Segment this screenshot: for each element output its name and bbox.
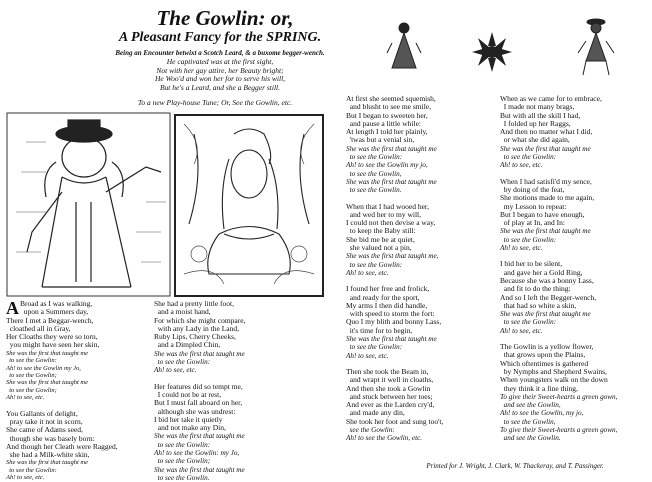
verse-line: She was the first that taught me <box>346 144 437 153</box>
verse-line: and not make any Din, <box>154 423 226 433</box>
verse-line: She came of Adams seed, <box>6 425 83 435</box>
verse-line: She motions made to me again, <box>500 193 595 203</box>
verse-line: To give their Sweet-hearts a green gown, <box>500 425 618 434</box>
verse-line: it's time for to begin, <box>346 325 413 335</box>
verse-line: My arms I then did handle, <box>346 300 428 310</box>
verse-line: Ah! to see, etc. <box>346 351 389 360</box>
verse-line: to see the Gowlin, <box>346 169 402 178</box>
verse-line: When I had satisfi'd my sence, <box>500 176 592 186</box>
verse-line: Ah! to see the Gowlin, my jo, <box>500 409 584 418</box>
verse-line: they think it a fine thing, <box>500 383 578 393</box>
intro-verse <box>80 58 360 92</box>
verse-column-3 <box>346 95 486 443</box>
verse-line: Ah! to see, etc. <box>500 244 543 253</box>
verse-line: She was the first that taught me <box>500 227 591 236</box>
verse-line: She was the first that taught me <box>500 310 591 319</box>
verse-line: to see the Gowlin; <box>6 386 57 394</box>
verse-line: that had so white a skin, <box>500 300 577 310</box>
verse-line: But I began to have enough, <box>500 209 585 219</box>
verse-line: And ever as the Larden cry'd, <box>346 400 435 410</box>
verse-line: and see the Gowlin, <box>500 401 561 410</box>
verse-line: Her features did so tempt me, <box>154 381 243 391</box>
verse-line: Ah! to see, etc. <box>6 474 45 482</box>
verse-line: She was the first that taught me <box>154 432 245 441</box>
verse-line: To give their Sweet-hearts a green gown, <box>500 392 618 401</box>
intro-line: Not with her gay attire, her Beauty bright; <box>156 65 284 75</box>
verse-line: cloathed all in Gray, <box>6 323 71 333</box>
verse-line: Her Cloaths they were so torn, <box>6 332 98 342</box>
verse-line: to see the Gowlin; <box>154 457 211 466</box>
verse-line: of play at In, and In: <box>500 218 565 228</box>
verse-line: to keep the Baby still: <box>346 226 416 236</box>
intro-line: He captivated was at the first sight, <box>166 57 274 66</box>
verse-line: she valued not a pin, <box>346 243 412 253</box>
figure-woman-icon <box>384 18 424 73</box>
verse-line: Because she was a bonny Lass, <box>500 275 594 285</box>
verse-line: She was the first that taught me <box>154 349 245 358</box>
verse-line: to see the Gowlin: <box>500 318 557 327</box>
verse-line: pray take it not in scorn, <box>6 416 83 426</box>
verse-line: When that I had wooed her, <box>346 201 430 211</box>
verse-line: I folded up her Raggs, <box>500 118 571 128</box>
ballad-subtitle: A Pleasant Fancy for the SPRING. <box>118 30 322 45</box>
verse-line: And so I left the Begger-wench, <box>500 292 597 302</box>
verse-line: to see the Gowlin: <box>6 357 57 365</box>
verse-line: and wrapt it well in cloaths, <box>346 375 434 385</box>
verse-line: She was the first that taught me <box>6 379 88 387</box>
verse-line: I could not then devise a way, <box>346 218 436 228</box>
verse-line: She was the first that taught me <box>500 144 591 153</box>
verse-line: And though her Cleath were Ragged, <box>6 441 118 451</box>
verse-line: She was the first that taught me <box>346 335 437 344</box>
verse-line: Broad as I was walking, <box>20 299 93 308</box>
verse-line: She was the first that taught me <box>6 459 88 467</box>
verse-line: Ah! to see, etc. <box>154 366 197 375</box>
verse-line: to see the Gowlin: <box>346 153 403 162</box>
verse-line: When youngsters walk on the down <box>500 375 608 385</box>
verse-line: to see the Gowlin: <box>346 260 403 269</box>
verse-column-1 <box>6 300 154 482</box>
verse-line: Ruby Lips, Cherry Cheeks, <box>154 332 236 342</box>
verse-line: Ah! to see the Gowlin: my Jo, <box>154 449 240 458</box>
verse-line: When as we came for to embrace, <box>500 94 602 103</box>
verse-line: and wed her to my will, <box>346 209 421 219</box>
verse-line: I bid her to be silent, <box>500 259 563 269</box>
verse-line: Ah! to see the Gowlin my Jo, <box>6 364 81 372</box>
verse-line: But I must fall aboard on her, <box>154 398 243 408</box>
verse-line: and blusht to see me smile, <box>346 102 431 112</box>
verse-line: see the Gowlin: <box>346 425 395 434</box>
verse-line: with speed to storm the fort: <box>346 309 435 319</box>
verse-line: to see the Gowlin: <box>154 358 211 367</box>
verse-line: to see the Gowlin. <box>154 473 210 482</box>
ballad-description: Being an Encounter betwixt a Scotch Leard, & a buxome begger-wench. <box>115 49 325 57</box>
verse-line: Quo I my blith and bonny Lass, <box>346 317 442 327</box>
verse-line: She was the first that taught me, <box>346 252 439 261</box>
verse-line: to see the Gowlin: <box>500 153 557 162</box>
verse-line: although she was undrest: <box>154 406 236 416</box>
verse-line: to see the Gowlin, <box>500 417 556 426</box>
verse-column-2 <box>154 300 326 482</box>
verse-line: Which oftentimes is gathered <box>500 358 589 368</box>
verse-line: At length I told her plainly, <box>346 127 428 137</box>
verse-line: and ready for the sport, <box>346 292 420 302</box>
verse-line: Ah! to see the Gowlin, etc. <box>346 434 423 443</box>
printer-imprint: Printed for J. Wright, J. Clark, W. Thackeray, and T. Passinger. <box>426 462 604 470</box>
verse-line: and stuck between her toes; <box>346 391 433 401</box>
verse-line: She took her foot and sung too't, <box>346 416 444 426</box>
verse-line: For which she might compare, <box>154 315 246 325</box>
verse-line: to see the Gowlin: <box>154 440 211 449</box>
verse-line: and gave her a Gold Ring, <box>500 267 583 277</box>
verse-line: and a Dimpled Chin, <box>154 340 221 350</box>
verse-line: I made not many brags, <box>500 102 575 112</box>
verse-line: that grows upon the Plains, <box>500 350 586 360</box>
woodcut-gentleman-image <box>6 112 171 297</box>
verse-line: to see the Gowlin: <box>500 235 557 244</box>
verse-line: And then she took a Gowlin <box>346 383 431 393</box>
verse-line: and a moist hand, <box>154 307 211 317</box>
verse-line: But I began to sweeten her, <box>346 110 428 120</box>
verse-line: upon a Summers day, <box>20 307 89 317</box>
verse-line: I could not be at rest, <box>154 389 222 399</box>
verse-line: She was the first that taught me <box>154 465 245 474</box>
verse-line: But with all the skill I had, <box>500 110 581 120</box>
verse-line: and made any din, <box>346 408 405 418</box>
verse-line: She had a pretty little foot, <box>154 299 234 308</box>
woodcut-lady-image <box>174 114 324 297</box>
verse-line: I bid her take it quietly <box>154 414 223 424</box>
ballad-title: The Gowlin: or, <box>156 6 294 30</box>
flower-icon <box>468 30 516 75</box>
verse-line: she had a Milk-white skin, <box>6 450 90 460</box>
verse-line: by doing of the feat, <box>500 184 565 194</box>
verse-line: to see the Gowlin: <box>346 343 403 352</box>
verse-line: with any Lady in the Land, <box>154 323 239 333</box>
tune-line: To a new Play-house Tune; Or, See the Gowlin, etc. <box>137 98 293 107</box>
verse-line: though she was basely born: <box>6 433 95 443</box>
verse-line: and fit to do the thing: <box>500 284 571 294</box>
verse-line: and see the Gowlin. <box>500 434 561 443</box>
verse-line: to see the Gowlin; <box>6 372 57 379</box>
verse-line: She was the first that taught me <box>346 177 437 186</box>
verse-line: She was the first that taught me <box>6 349 88 357</box>
verse-line: Ah! to see, etc. <box>500 326 543 335</box>
verse-line: my Lesson to repeat: <box>500 201 567 211</box>
verse-line: 'twas but a venial sin, <box>346 135 415 145</box>
intro-line: He Woo'd and won her for to serve his will, <box>154 74 286 83</box>
drop-cap-letter: A <box>6 298 19 318</box>
verse-line: I found her free and frolick, <box>346 284 430 294</box>
verse-line: There I met a Beggar-wench, <box>6 315 94 325</box>
verse-line: Ah! to see, etc. <box>6 394 45 402</box>
figure-man-icon <box>574 16 618 78</box>
verse-column-4 <box>500 95 650 443</box>
verse-line: by Nymphs and Shepherd Swains, <box>500 366 607 376</box>
verse-line: The Gowlin is a yellow flower, <box>500 342 594 352</box>
verse-line: You Gallants of delight, <box>6 408 78 418</box>
verse-line: Ah! to see, etc. <box>500 161 543 170</box>
verse-line: And then no matter what I did, <box>500 127 593 137</box>
verse-line: Then she took the Beam in, <box>346 366 429 376</box>
verse-line: you might have seen her skin, <box>6 340 100 350</box>
verse-line: Ah! to see the Gowlin my jo, <box>346 161 428 170</box>
verse-line: Ah! to see, etc. <box>346 268 389 277</box>
intro-line: But he's a Leard, and she a Begger still. <box>159 82 281 92</box>
verse-line: to see the Gowlin. <box>346 186 402 195</box>
verse-line: or what she did again, <box>500 135 570 145</box>
verse-line: and pause a little while: <box>346 118 421 128</box>
verse-line: to see the Gowlin: <box>6 466 57 474</box>
verse-line: At first she seemed squemish, <box>346 94 436 103</box>
verse-line: She bid me be at quiet, <box>346 234 415 244</box>
